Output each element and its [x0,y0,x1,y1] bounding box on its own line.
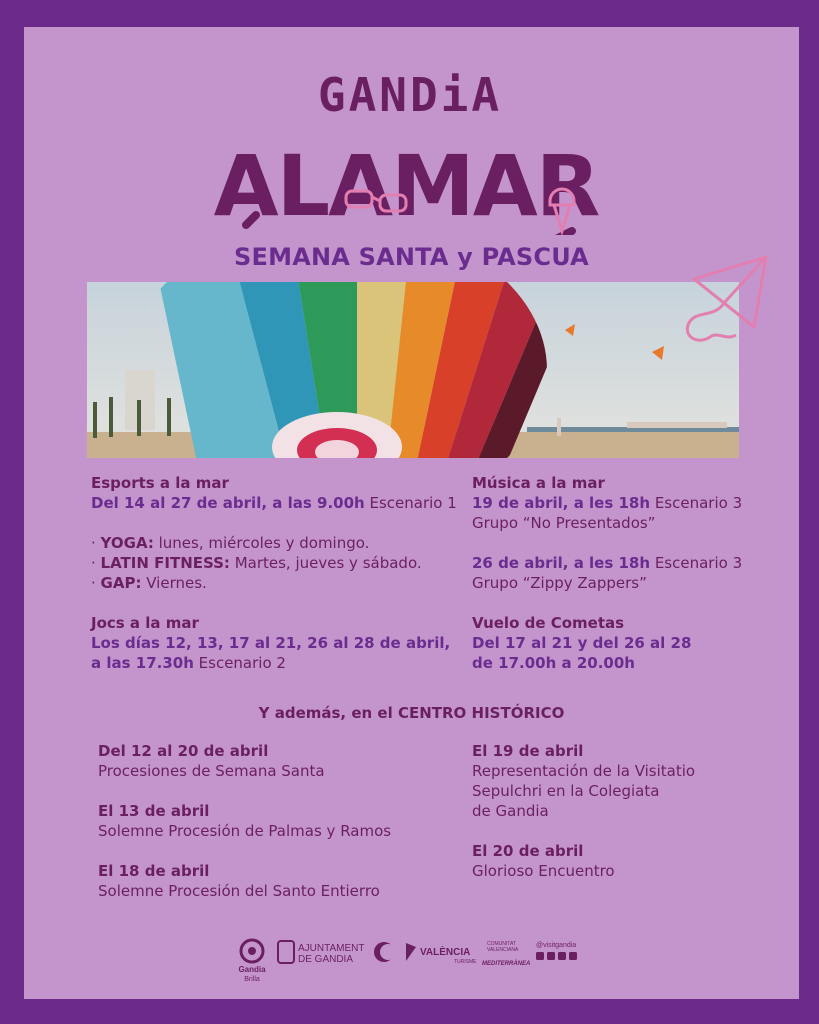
centro-historico-title: Y además, en el CENTRO HISTÓRICO [258,704,565,722]
activity-latin-fitness: · LATIN FITNESS: Martes, jueves y sábado. [91,554,422,572]
left-column [91,473,461,673]
centro-event-text: Solemne Procesión del Santo Entierro [98,882,380,900]
svg-text:VALÈNCIA: VALÈNCIA [420,947,471,958]
right-column [472,473,782,673]
jocs-title: Jocs a la mar [91,614,199,632]
logo-gandia-text: GANDiA [317,68,503,122]
activity-gap: · GAP: Viernes. [91,574,207,592]
svg-text:COMUNITAT: COMUNITAT [487,941,516,947]
half-moon-logo [374,942,396,962]
hot-air-balloon-photo [87,282,739,458]
ajuntament-logo [278,941,364,965]
svg-text:TURISME: TURISME [454,959,477,965]
esports-schedule: Del 14 al 27 de abril, a las 9.00h Escenario 1 [91,494,457,512]
centro-event-text: Representación de la Visitatio [472,762,696,780]
centro-event-date: El 19 de abril [472,742,584,760]
centro-event-date: El 18 de abril [98,862,210,880]
centro-left-column [98,741,458,901]
esports-title: Esports a la mar [91,474,229,492]
musica-title: Música a la mar [472,474,605,492]
centro-event-text: de Gandia [472,802,549,820]
activity-yoga: · YOGA: lunes, miércoles y domingo. [91,534,370,552]
social-media-logo [536,942,577,960]
poster [24,27,799,999]
valencia-turisme-logo [406,943,477,965]
musica-event-2: 26 de abril, a les 18h Escenario 3 [472,554,743,572]
svg-text:MEDITERRÀNEA: MEDITERRÀNEA [482,961,531,967]
centro-event-text: Sepulchri en la Colegiata [472,782,660,800]
svg-text:VALENCIANA: VALENCIANA [487,947,519,953]
svg-text:Brilla: Brilla [244,976,260,983]
svg-text:Gandia: Gandia [238,965,266,974]
centro-event-date: Del 12 al 20 de abril [98,742,269,760]
centro-event-text: Solemne Procesión de Palmas y Ramos [98,822,392,840]
cometas-dates: Del 17 al 21 y del 26 al 28 [472,634,692,652]
musica-group-1: Grupo “No Presentados” [472,514,656,532]
centro-event-date: El 20 de abril [472,842,584,860]
subtitle: SEMANA SANTA y PASCUA [234,243,589,271]
kite-icon [674,249,774,364]
centro-event-date: El 13 de abril [98,802,210,820]
centro-event-text: Glorioso Encuentro [472,862,615,880]
svg-text:DE GANDIA: DE GANDIA [298,954,354,965]
cometas-title: Vuelo de Cometas [472,614,625,632]
comunitat-valenciana-logo [482,941,530,967]
svg-text:AJUNTAMENT: AJUNTAMENT [298,943,365,954]
jocs-dates: Los días 12, 13, 17 al 21, 26 al 28 de abril, [91,634,451,652]
musica-event-1: 19 de abril, a les 18h Escenario 3 [472,494,743,512]
gandia-alamar-logo [24,55,799,235]
gandia-brilla-logo [238,940,266,983]
jocs-time: a las 17.30h Escenario 2 [91,654,286,672]
logo-alamar-text: ALAMAR [213,137,599,235]
centro-right-column [472,741,782,881]
svg-text:@visitgandia: @visitgandia [536,942,577,949]
musica-group-2: Grupo “Zippy Zappers” [472,574,647,592]
sponsor-logos [234,935,604,985]
cometas-time: de 17.00h a 20.00h [472,654,635,672]
centro-event-text: Procesiones de Semana Santa [98,762,325,780]
